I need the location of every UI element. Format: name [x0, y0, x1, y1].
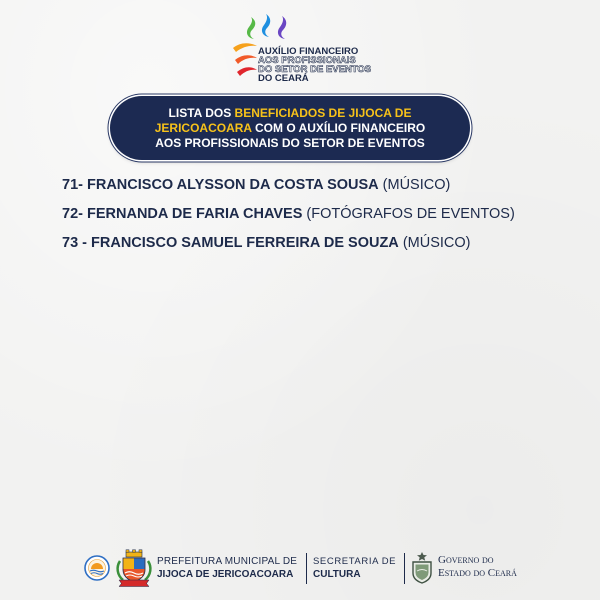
footer-divider	[306, 553, 307, 584]
banner-line-1	[169, 106, 412, 121]
banner-line-2-highlight: JERICOACOARA	[154, 120, 252, 135]
beneficiary-number: 71-	[62, 177, 83, 193]
municipality-line-1: PREFEITURA MUNICIPAL DE	[157, 556, 298, 567]
banner-line-3-white: AOS PROFISSIONAIS DO SETOR DE EVENTOS	[155, 135, 425, 150]
municipality-line-2: JIJOCA DE JERICOACOARA	[157, 569, 294, 580]
banner-line-1-white: LISTA DOS	[168, 105, 232, 120]
beneficiary-number: 73 -	[62, 235, 87, 251]
logo-line-2: AOS PROFISSIONAIS	[258, 55, 356, 66]
ceara-coat-of-arms-icon	[411, 551, 433, 584]
swoosh-red-orange-icon	[235, 55, 257, 64]
title-banner	[110, 96, 470, 160]
secretariat-line-1: SECRETARIA DE	[313, 556, 397, 567]
footer-divider	[404, 553, 405, 584]
banner-line-3	[155, 136, 425, 151]
beneficiary-name: FRANCISCO SAMUEL FERREIRA DE SOUZA	[91, 235, 399, 251]
beneficiary-list	[62, 171, 515, 258]
beneficiary-number: 72-	[62, 206, 83, 222]
event-aid-logo-text	[258, 47, 371, 83]
beneficiary-role: (FOTÓGRAFOS DE EVENTOS)	[306, 206, 515, 222]
list-item	[62, 200, 515, 229]
beneficiary-name: FERNANDA DE FARIA CHAVES	[87, 206, 303, 222]
swoosh-orange-icon	[233, 43, 257, 52]
government-line-1: Governo do	[438, 554, 494, 566]
banner-line-1-highlight: BENEFICIADOS DE JIJOCA DE	[234, 105, 412, 120]
logo-line-3: DO SETOR DE EVENTOS	[258, 64, 372, 75]
logo-line-4: DO CEARÁ	[258, 73, 309, 84]
beneficiary-role: (MÚSICO)	[382, 177, 451, 193]
secretariat-line-2: CULTURA	[313, 569, 361, 580]
flame-green-icon	[247, 17, 255, 39]
list-item	[62, 171, 515, 200]
jijoca-sun-emblem-icon	[84, 555, 110, 581]
banner-line-2-white: COM O AUXÍLIO FINANCEIRO	[255, 120, 426, 135]
flame-purple-icon	[278, 16, 286, 39]
jijoca-coat-of-arms-icon	[115, 549, 153, 587]
flame-blue-icon	[262, 14, 270, 37]
government-line-2: Estado do Ceará	[438, 567, 517, 579]
banner-line-2	[155, 121, 425, 136]
beneficiary-name: FRANCISCO ALYSSON DA COSTA SOUSA	[87, 177, 379, 193]
swoosh-red-icon	[237, 67, 257, 76]
beneficiary-role: (MÚSICO)	[402, 235, 471, 251]
list-item	[62, 229, 515, 258]
logo-line-1: AUXÍLIO FINANCEIRO	[258, 46, 359, 57]
